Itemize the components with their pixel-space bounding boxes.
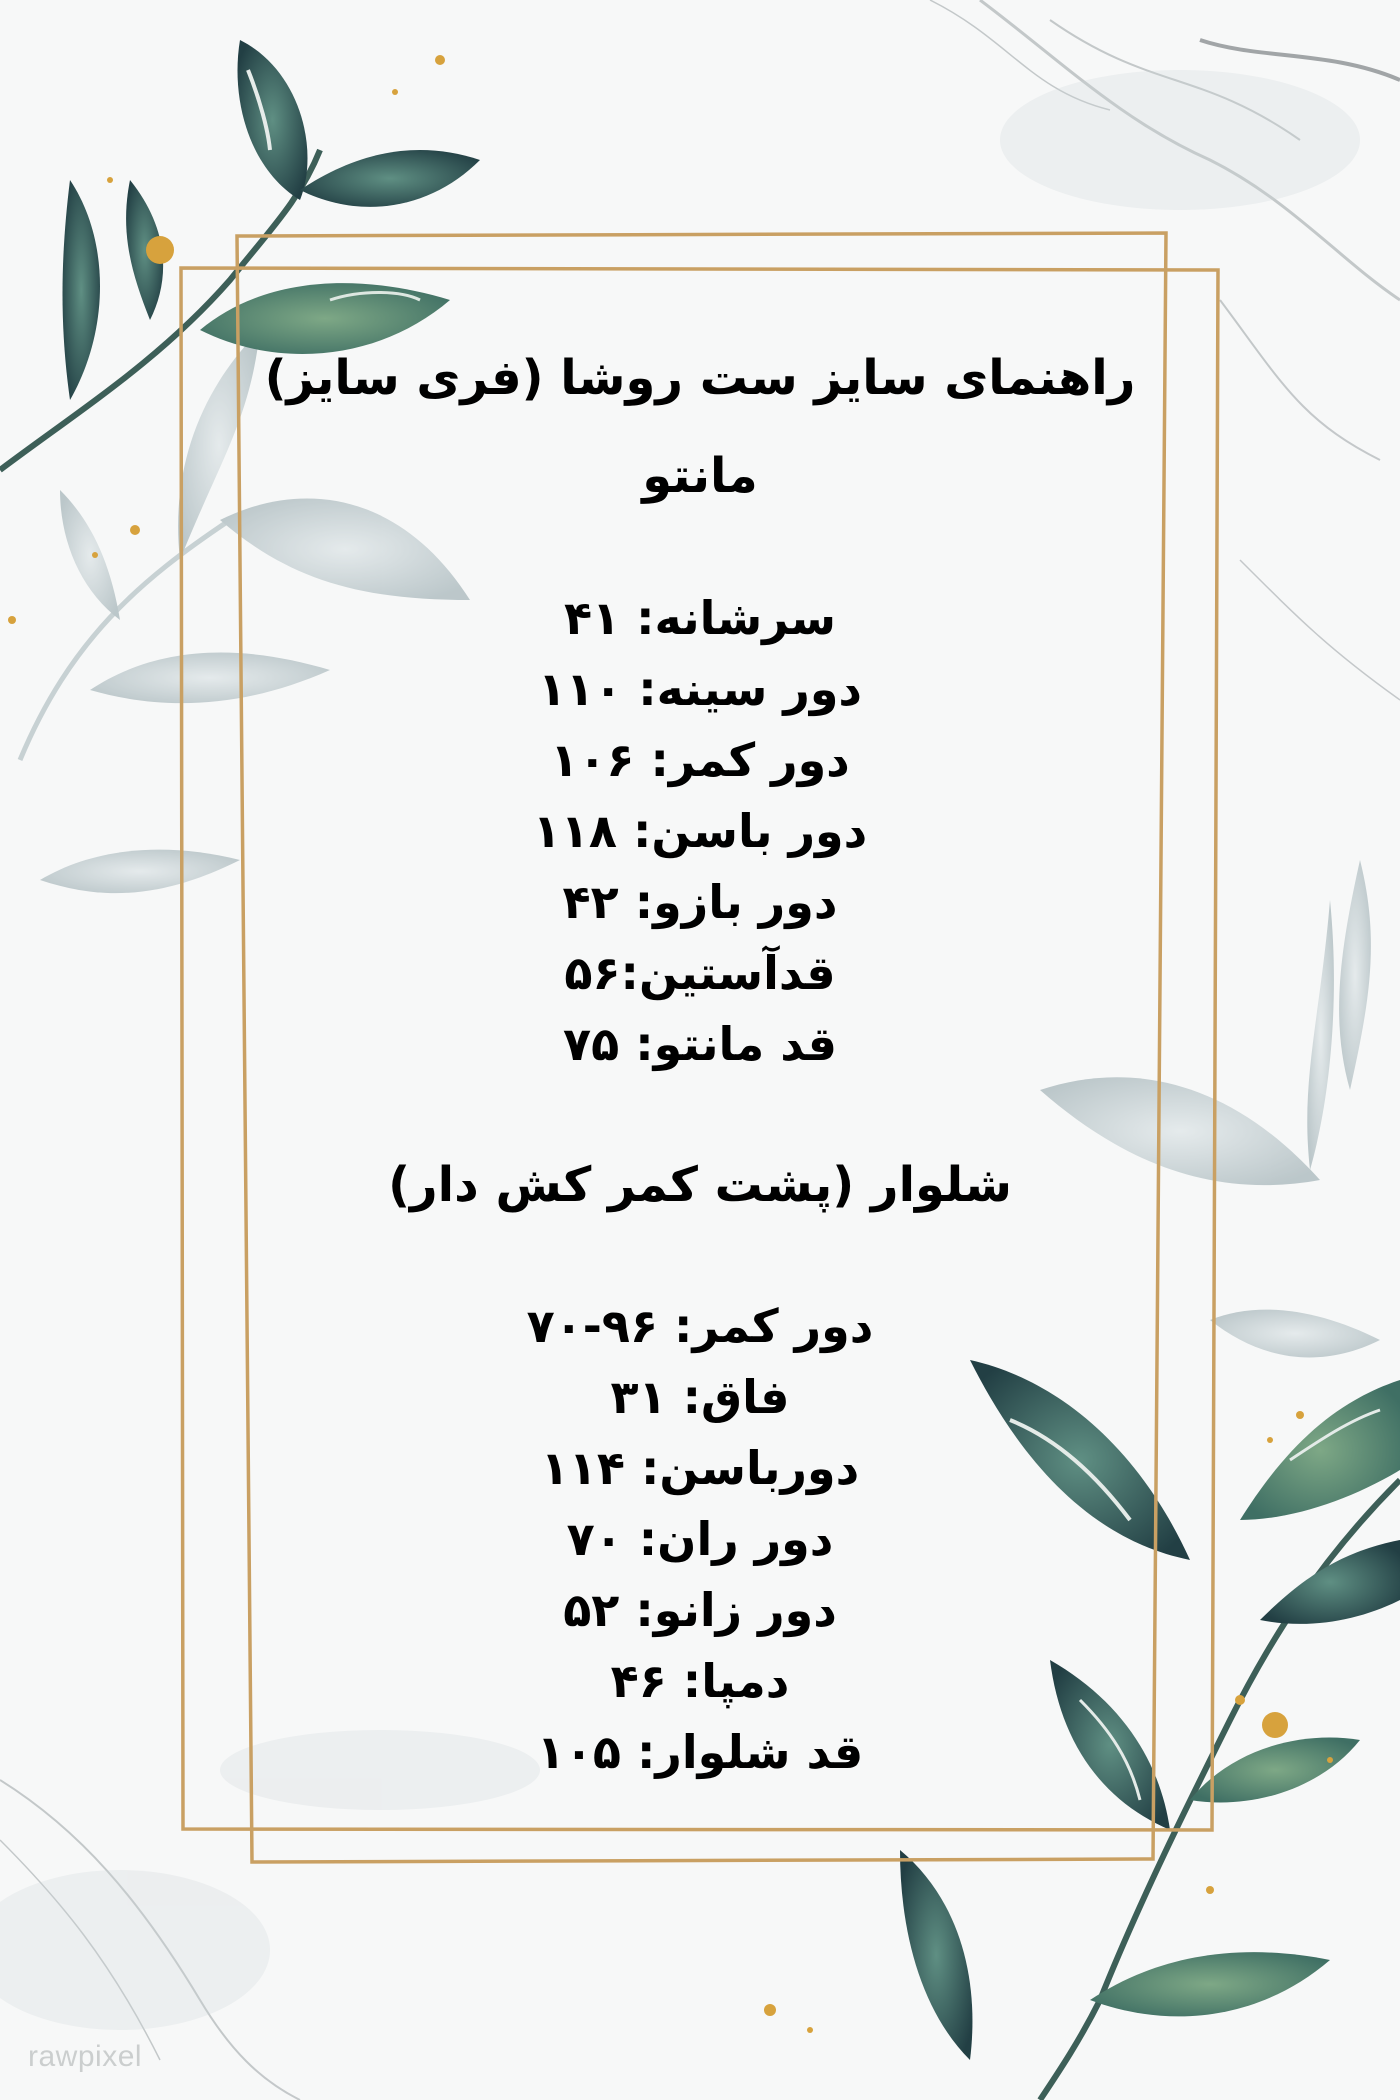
pants-row: دورباسن: ۱۱۴ xyxy=(540,1441,860,1495)
coat-row: دور باسن: ۱۱۸ xyxy=(532,804,868,858)
pants-row: دمپا: ۴۶ xyxy=(610,1654,790,1708)
pants-row: دور کمر: ۹۶-۷۰ xyxy=(526,1299,874,1353)
watermark: rawpixel xyxy=(28,2040,143,2073)
coat-row: قد مانتو: ۷۵ xyxy=(563,1017,837,1071)
coat-row: دور کمر: ۱۰۶ xyxy=(550,733,850,787)
guide-title: راهنمای سایز ست روشا (فری سایز) xyxy=(264,350,1136,406)
pants-heading: شلوار (پشت کمر کش دار) xyxy=(388,1157,1012,1213)
pants-row: قد شلوار: ۱۰۵ xyxy=(536,1725,864,1779)
coat-row: سرشانه: ۴۱ xyxy=(563,591,837,645)
coat-row: دور بازو: ۴۲ xyxy=(562,875,838,929)
pants-row: دور زانو: ۵۲ xyxy=(563,1583,837,1637)
coat-row: قدآستین:۵۶ xyxy=(564,946,836,1000)
pants-row: فاق: ۳۱ xyxy=(610,1370,790,1424)
coat-row: دور سینه: ۱۱۰ xyxy=(537,662,863,716)
size-guide-sheet xyxy=(210,260,1190,1840)
pants-row: دور ران: ۷۰ xyxy=(566,1512,834,1566)
coat-heading: مانتو xyxy=(642,448,758,504)
